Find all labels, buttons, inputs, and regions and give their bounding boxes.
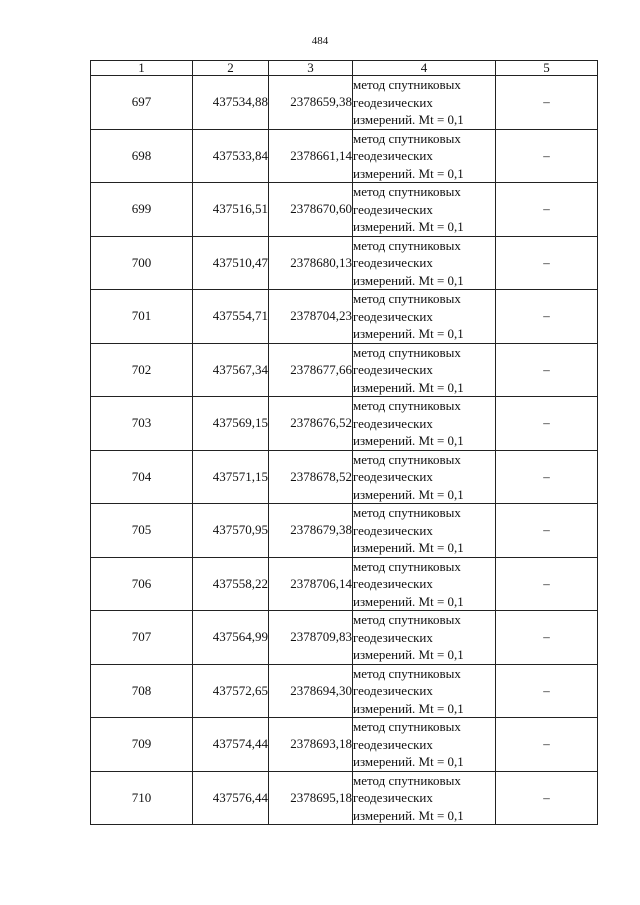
method-line-1: метод спутниковых: [353, 130, 461, 146]
method-line-2: геодезических: [353, 255, 433, 270]
coord-x: 437554,71: [193, 290, 269, 344]
method-line-2: геодезических: [353, 362, 433, 377]
coord-y: 2378695,18: [269, 771, 353, 825]
note: –: [496, 611, 598, 665]
method-line-3: измерений. Mt = 0,1: [353, 219, 464, 234]
table-row: [91, 664, 598, 718]
header-col-1: 1: [91, 61, 193, 76]
table-row: [91, 129, 598, 183]
method-line-3: измерений. Mt = 0,1: [353, 540, 464, 555]
method-description: [353, 450, 496, 504]
method-line-2: геодезических: [353, 308, 433, 324]
method-line-1: метод спутниковых: [353, 398, 461, 413]
method-description: [353, 718, 496, 772]
method-line-3: измерений. Mt = 0,1: [353, 486, 464, 502]
table-row: [91, 718, 598, 772]
note: –: [496, 504, 598, 558]
table-body: [91, 76, 598, 825]
coord-x: 437510,47: [193, 236, 269, 290]
note: –: [496, 290, 598, 344]
point-number: 697: [91, 76, 193, 130]
coord-y: 2378693,18: [269, 718, 353, 772]
method-line-1: метод спутниковых: [353, 719, 461, 734]
coord-x: 437533,84: [193, 129, 269, 183]
method-line-2: геодезических: [353, 522, 433, 538]
method-description: [353, 504, 496, 558]
note: –: [496, 557, 598, 611]
method-line-3: измерений. Mt = 0,1: [353, 807, 464, 823]
method-line-2: геодезических: [353, 148, 433, 163]
method-line-3: измерений. Mt = 0,1: [353, 326, 464, 341]
note: –: [496, 76, 598, 130]
method-line-3: измерений. Mt = 0,1: [353, 112, 464, 127]
coord-y: 2378694,30: [269, 664, 353, 718]
coord-y: 2378659,38: [269, 76, 353, 130]
method-line-3: измерений. Mt = 0,1: [353, 700, 464, 716]
method-line-3: измерений. Mt = 0,1: [353, 433, 464, 448]
point-number: 700: [91, 236, 193, 290]
coord-x: 437569,15: [193, 397, 269, 451]
method-description: [353, 343, 496, 397]
method-line-2: геодезических: [353, 790, 433, 805]
method-line-3: измерений. Mt = 0,1: [353, 272, 464, 288]
note: –: [496, 771, 598, 825]
note: –: [496, 236, 598, 290]
method-description: [353, 129, 496, 183]
method-line-1: метод спутниковых: [353, 237, 461, 253]
table-row: [91, 290, 598, 344]
point-number: 708: [91, 664, 193, 718]
page-number: 484: [311, 35, 329, 47]
table-row: [91, 771, 598, 825]
header-col-3: 3: [269, 61, 353, 76]
method-description: [353, 771, 496, 825]
method-line-1: метод спутниковых: [353, 77, 461, 92]
note: –: [496, 183, 598, 237]
point-number: 706: [91, 557, 193, 611]
note: –: [496, 397, 598, 451]
coord-y: 2378676,52: [269, 397, 353, 451]
note: –: [496, 450, 598, 504]
header-col-5: 5: [496, 61, 598, 76]
table-row: [91, 397, 598, 451]
note: –: [496, 343, 598, 397]
method-line-2: геодезических: [353, 415, 433, 431]
point-number: 699: [91, 183, 193, 237]
coordinates-table: [90, 60, 598, 825]
table-row: [91, 236, 598, 290]
coord-y: 2378679,38: [269, 504, 353, 558]
coord-x: 437574,44: [193, 718, 269, 772]
coord-x: 437567,34: [193, 343, 269, 397]
method-description: [353, 664, 496, 718]
coord-x: 437570,95: [193, 504, 269, 558]
coord-y: 2378709,83: [269, 611, 353, 665]
note: –: [496, 129, 598, 183]
coord-x: 437576,44: [193, 771, 269, 825]
method-description: [353, 557, 496, 611]
method-line-3: измерений. Mt = 0,1: [353, 593, 464, 609]
coord-y: 2378706,14: [269, 557, 353, 611]
table-header: [91, 61, 598, 76]
method-description: [353, 76, 496, 130]
method-line-2: геодезических: [353, 736, 433, 752]
method-line-1: метод спутниковых: [353, 665, 461, 681]
point-number: 704: [91, 450, 193, 504]
table-row: [91, 343, 598, 397]
method-line-1: метод спутниковых: [353, 612, 461, 627]
table-row: [91, 611, 598, 665]
method-description: [353, 397, 496, 451]
note: –: [496, 718, 598, 772]
point-number: 705: [91, 504, 193, 558]
method-line-1: метод спутниковых: [353, 772, 461, 788]
method-line-2: геодезических: [353, 683, 433, 698]
table-row: [91, 76, 598, 130]
table-row: [91, 557, 598, 611]
coord-x: 437571,15: [193, 450, 269, 504]
point-number: 701: [91, 290, 193, 344]
note: –: [496, 664, 598, 718]
method-line-1: метод спутниковых: [353, 505, 461, 520]
coord-y: 2378677,66: [269, 343, 353, 397]
method-line-3: измерений. Mt = 0,1: [353, 165, 464, 181]
coord-y: 2378680,13: [269, 236, 353, 290]
method-description: [353, 183, 496, 237]
point-number: 710: [91, 771, 193, 825]
coord-y: 2378678,52: [269, 450, 353, 504]
header-col-2: 2: [193, 61, 269, 76]
method-line-2: геодезических: [353, 94, 433, 110]
method-line-1: метод спутниковых: [353, 184, 461, 199]
method-line-3: измерений. Mt = 0,1: [353, 379, 464, 395]
coord-x: 437558,22: [193, 557, 269, 611]
table-row: [91, 183, 598, 237]
header-row: [91, 61, 598, 76]
method-description: [353, 290, 496, 344]
coord-y: 2378704,23: [269, 290, 353, 344]
header-col-4: 4: [353, 61, 496, 76]
method-line-1: метод спутниковых: [353, 451, 461, 467]
point-number: 707: [91, 611, 193, 665]
method-line-2: геодезических: [353, 201, 433, 217]
method-description: [353, 236, 496, 290]
point-number: 703: [91, 397, 193, 451]
coord-y: 2378661,14: [269, 129, 353, 183]
table-row: [91, 450, 598, 504]
method-line-2: геодезических: [353, 576, 433, 591]
point-number: 709: [91, 718, 193, 772]
coord-x: 437572,65: [193, 664, 269, 718]
method-line-2: геодезических: [353, 469, 433, 484]
coord-x: 437564,99: [193, 611, 269, 665]
method-description: [353, 611, 496, 665]
coord-y: 2378670,60: [269, 183, 353, 237]
coord-x: 437534,88: [193, 76, 269, 130]
point-number: 698: [91, 129, 193, 183]
table-row: [91, 504, 598, 558]
method-line-1: метод спутниковых: [353, 344, 461, 360]
method-line-2: геодезических: [353, 629, 433, 645]
point-number: 702: [91, 343, 193, 397]
method-line-1: метод спутниковых: [353, 291, 461, 306]
method-line-3: измерений. Mt = 0,1: [353, 754, 464, 769]
method-line-3: измерений. Mt = 0,1: [353, 647, 464, 662]
coord-x: 437516,51: [193, 183, 269, 237]
method-line-1: метод спутниковых: [353, 558, 461, 574]
